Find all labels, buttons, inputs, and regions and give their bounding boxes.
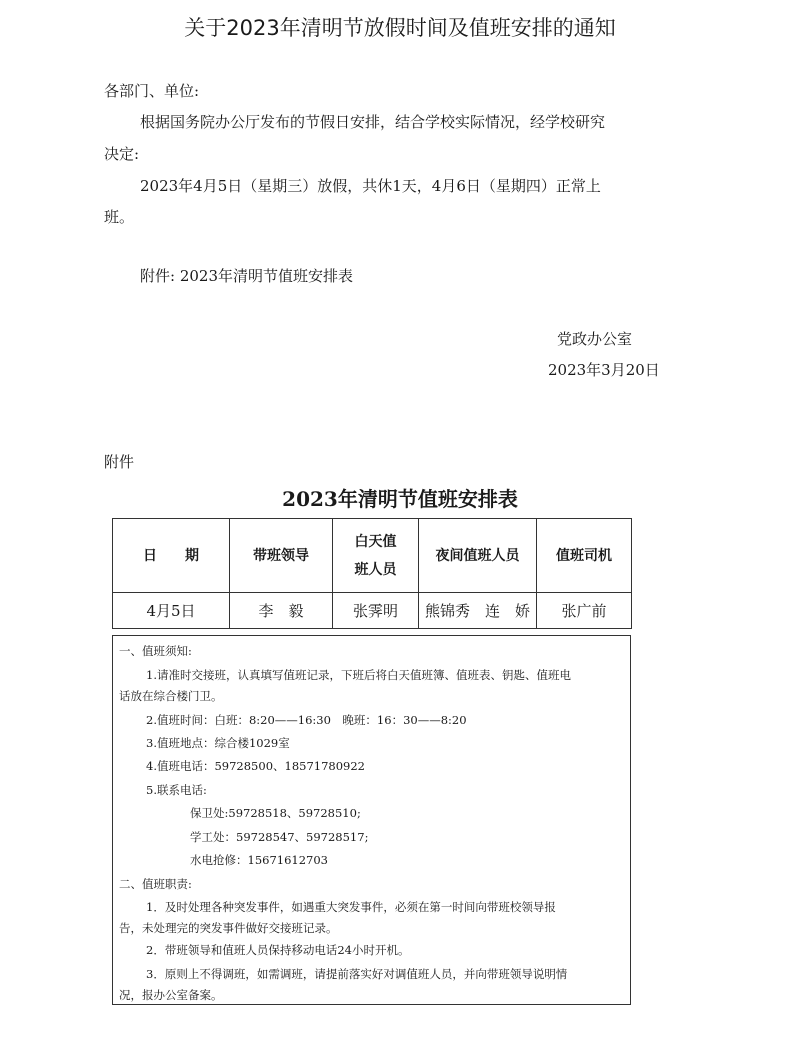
notes-item-1-line-1: 1.请准时交接班，认真填写值班记录，下班后将白天值班簿、值班表、钥匙、值班电 <box>146 668 571 682</box>
table-header-row <box>113 519 632 593</box>
appendix-label: 附件 <box>104 453 135 471</box>
header-date: 日 期 <box>113 519 230 593</box>
notes-item-1-line-2: 话放在综合楼门卫。 <box>119 689 223 703</box>
body-line-2: 决定: <box>104 145 140 163</box>
duty-item-2: 2．带班领导和值班人员保持移动电话24小时开机。 <box>146 943 410 957</box>
header-day-line-2: 班人员 <box>354 561 397 578</box>
cell-date: 4月5日 <box>113 593 230 629</box>
appendix-title: 2023年清明节值班安排表 <box>282 487 518 511</box>
duty-item-3-line-1: 3．原则上不得调班，如需调班，请提前落实好对调值班人员，并向带班领导说明情 <box>146 967 568 981</box>
header-day-line-1: 白天值 <box>354 533 397 550</box>
contact-maintenance: 水电抢修：15671612703 <box>190 853 328 867</box>
body-line-4: 班。 <box>104 208 135 226</box>
cell-night-staff: 熊锦秀 连 娇 <box>419 593 537 629</box>
table-row <box>113 593 632 629</box>
notice-title: 关于2023年清明节放假时间及值班安排的通知 <box>184 16 616 40</box>
header-leader: 带班领导 <box>230 519 333 593</box>
salutation: 各部门、单位: <box>104 82 200 100</box>
notes-item-5: 5.联系电话: <box>146 783 207 797</box>
notes-item-4: 4.值班电话：59728500、18571780922 <box>146 759 365 773</box>
notes-item-3: 3.值班地点：综合楼1029室 <box>146 736 290 750</box>
duty-item-1-line-2: 告，未处理完的突发事件做好交接班记录。 <box>119 921 338 935</box>
cell-day-staff: 张霁明 <box>333 593 419 629</box>
cell-leader: 李 毅 <box>230 593 333 629</box>
signature: 党政办公室 <box>557 330 633 348</box>
contact-security: 保卫处:59728518、59728510; <box>190 806 361 820</box>
body-line-1: 根据国务院办公厅发布的节假日安排，结合学校实际情况，经学校研究 <box>140 113 606 131</box>
cell-driver: 张广前 <box>537 593 632 629</box>
header-driver: 值班司机 <box>537 519 632 593</box>
duty-notes-box <box>112 635 631 1005</box>
duty-item-1-line-1: 1．及时处理各种突发事件，如遇重大突发事件，必须在第一时间向带班校领导报 <box>146 900 556 914</box>
contact-student-affairs: 学工处：59728547、59728517; <box>190 830 369 844</box>
duty-table <box>112 518 632 629</box>
notes-section-1-heading: 一、值班须知: <box>119 644 192 658</box>
header-day-staff <box>333 519 419 593</box>
header-night-staff: 夜间值班人员 <box>419 519 537 593</box>
notes-item-2: 2.值班时间：白班：8:20——16:30 晚班：16：30——8:20 <box>146 713 467 727</box>
notice-date: 2023年3月20日 <box>548 361 660 379</box>
notes-section-2-heading: 二、值班职责: <box>119 877 192 891</box>
attachment-line: 附件: 2023年清明节值班安排表 <box>140 267 353 285</box>
duty-item-3-line-2: 况，报办公室备案。 <box>119 988 223 1002</box>
body-line-3: 2023年4月5日（星期三）放假，共休1天，4月6日（星期四）正常上 <box>140 177 601 195</box>
